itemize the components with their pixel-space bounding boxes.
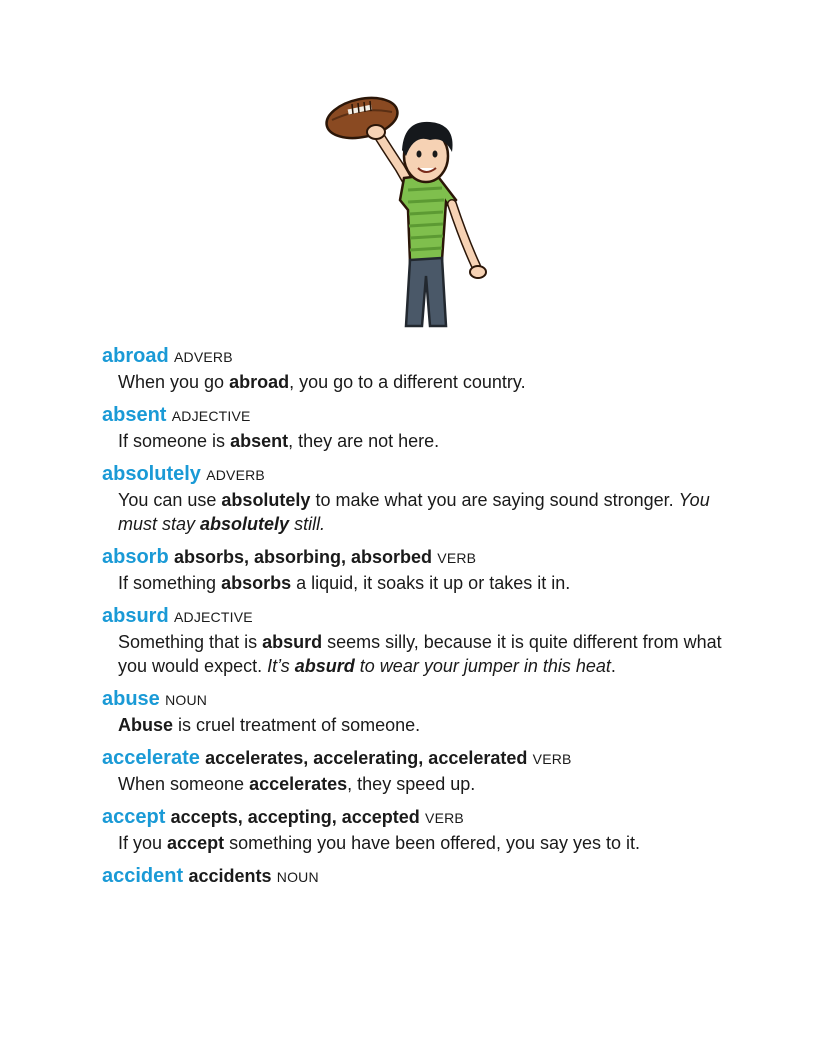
entry-inflections: accidents <box>188 866 272 886</box>
entry-headword: absorb <box>102 546 169 568</box>
entry-headword: abuse <box>102 688 160 710</box>
definition-text: If you <box>118 833 168 853</box>
football-icon <box>323 92 401 144</box>
entry-part-of-speech: VERB <box>532 751 572 767</box>
entry-definition <box>118 772 742 796</box>
entry-headline <box>102 686 742 713</box>
definition-text: , they speed up. <box>347 774 476 794</box>
entry-headword: absolutely <box>102 463 201 485</box>
entry-headword: absent <box>102 404 167 426</box>
definition-example: still. <box>289 514 326 534</box>
entry-headword: accept <box>102 806 166 828</box>
entry-definition <box>118 713 742 737</box>
entry-headline <box>102 863 742 890</box>
definition-text: . <box>610 656 616 676</box>
entry-part-of-speech: NOUN <box>165 692 208 708</box>
entry-headline <box>102 343 742 370</box>
entry-definition <box>118 831 742 855</box>
definition-keyword: accept <box>167 833 225 853</box>
dictionary-entry <box>102 544 742 595</box>
entry-headline <box>102 603 742 630</box>
definition-keyword: accelerates <box>249 774 348 794</box>
entry-definition <box>118 429 742 453</box>
definition-text: If something <box>118 573 222 593</box>
entry-headline <box>102 461 742 488</box>
dictionary-entry <box>102 745 742 796</box>
definition-text: to make what you are saying sound stronger. <box>310 490 679 510</box>
entry-headline <box>102 402 742 429</box>
dictionary-entry <box>102 603 742 678</box>
entry-part-of-speech: VERB <box>425 810 464 826</box>
entry-part-of-speech: ADJECTIVE <box>171 408 251 424</box>
definition-text: , they are not here. <box>288 431 440 451</box>
definition-text: something you have been offered, you say yes to it. <box>224 833 641 853</box>
definition-keyword: abroad <box>229 372 290 392</box>
dictionary-entry <box>102 402 742 453</box>
definition-keyword: absent <box>230 431 289 451</box>
boy-holding-football-illustration <box>318 90 500 328</box>
entry-definition <box>118 488 742 536</box>
dictionary-entry <box>102 804 742 855</box>
entry-definition <box>118 630 742 678</box>
entry-inflections: accelerates, accelerating, accelerated <box>205 748 528 768</box>
dictionary-entry <box>102 863 742 890</box>
entry-headline <box>102 544 742 571</box>
definition-text: seems silly, because it is quite different from what you would expect. <box>118 632 722 676</box>
entry-part-of-speech: ADJECTIVE <box>173 609 253 625</box>
definition-text: is cruel treatment of someone. <box>173 715 421 735</box>
definition-text: Something that is <box>118 632 263 652</box>
dictionary-entry <box>102 461 742 536</box>
definition-keyword: absurd <box>294 656 355 676</box>
entry-inflections: accepts, accepting, accepted <box>170 807 420 827</box>
definition-text: If someone is <box>118 431 231 451</box>
entry-part-of-speech: NOUN <box>276 869 319 885</box>
definition-text: When someone <box>118 774 250 794</box>
entry-headword: abroad <box>102 345 169 367</box>
dictionary-entry <box>102 686 742 737</box>
entry-headline <box>102 804 742 831</box>
definition-keyword: Abuse <box>118 715 174 735</box>
entry-definition <box>118 370 742 394</box>
definition-text: , you go to a different country. <box>289 372 526 392</box>
entry-definition <box>118 571 742 595</box>
entry-part-of-speech: ADVERB <box>206 467 265 483</box>
entry-headword: accelerate <box>102 747 200 769</box>
entry-headword: accident <box>102 865 184 887</box>
entry-part-of-speech: ADVERB <box>173 349 233 365</box>
definition-keyword: absorbs <box>221 573 292 593</box>
definition-keyword: absurd <box>262 632 323 652</box>
entry-inflections: absorbs, absorbing, absorbed <box>173 547 433 567</box>
dictionary-entries <box>102 343 742 898</box>
definition-example: You must stay <box>118 490 710 534</box>
entry-part-of-speech: VERB <box>437 550 477 566</box>
definition-text: a liquid, it soaks it up or takes it in. <box>291 573 571 593</box>
dictionary-entry <box>102 343 742 394</box>
entry-headline <box>102 745 742 772</box>
entry-headword: absurd <box>102 605 169 627</box>
definition-keyword: absolutely <box>200 514 290 534</box>
definition-text: You can use <box>118 490 222 510</box>
definition-example: It’s <box>267 656 295 676</box>
definition-keyword: absolutely <box>221 490 311 510</box>
definition-example: to wear your jumper in this heat <box>354 656 611 676</box>
definition-text: When you go <box>118 372 230 392</box>
